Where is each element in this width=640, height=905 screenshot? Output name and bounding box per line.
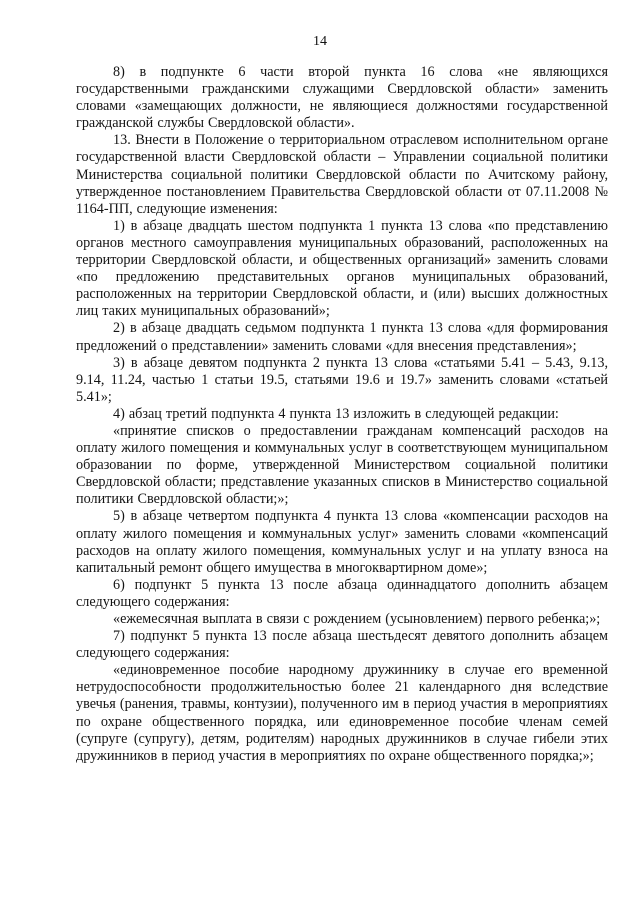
paragraph-item-4: 4) абзац третий подпункта 4 пункта 13 изложить в следующей редакции: [113, 405, 559, 422]
paragraph-item-8: 8) в подпункте 6 части второй пункта 16 слова «не являющихся государственными гражданскими служащими Свердловской области» заменить словами «замещающих должности, не являющиеся должностями государственной гражданской службы Свердловской области». [76, 64, 608, 132]
paragraph-item-6: 6) подпункт 5 пункта 13 после абзаца одиннадцатого дополнить абзацем следующего содержания: [76, 576, 608, 610]
page-number: 14 [313, 34, 327, 49]
paragraph-item-2: 2) в абзаце двадцать седьмом подпункта 1 пункта 13 слова «для формирования предложений о представлении» заменить словами «для внесения представления»; [76, 320, 608, 354]
paragraph-item-1: 1) в абзаце двадцать шестом подпункта 1 пункта 13 слова «по представлению органов местного самоуправления муниципальных образований, расположенных на территории Свердловской области, и общественных организаций» заменить словами «по предложению представительных органов муниципальных образований, расположенных на территории Свердловской области, и (или) высших должностных лиц таких муниципальных образований»; [76, 217, 608, 320]
paragraph-section-13: 13. Внести в Положение о территориальном отраслевом исполнительном органе государственной власти Свердловской области – Управлении социальной политики Министерства социальной политики Свердловской области по Ачитскому району, утвержденное постановлением Правительства Свердловской области от 07.11.2008 № 1164-ПП, следующие изменения: [76, 132, 608, 217]
paragraph-item-7: 7) подпункт 5 пункта 13 после абзаца шестьдесят девятого дополнить абзацем следующего содержания: [76, 628, 608, 662]
paragraph-item-4-quote: «принятие списков о предоставлении гражданам компенсаций расходов на оплату жилого помещения и коммунальных услуг в соответствующем муниципальном образовании по форме, утвержденной Министерством социальной политики Свердловской области; представление указанных списков в Министерство социальной политики Свердловской области;»; [76, 422, 608, 508]
paragraph-item-3: 3) в абзаце девятом подпункта 2 пункта 13 слова «статьями 5.41 – 5.43, 9.13, 9.14, 11.24, частью 1 статьи 19.5, статьями 19.6 и 19.7» заменить словами «статьей 5.41»; [76, 354, 608, 405]
paragraph-item-6-quote: «ежемесячная выплата в связи с рождением (усыновлением) первого ребенка;»; [113, 611, 601, 627]
paragraph-item-7-quote: «единовременное пособие народному дружиннику в случае его временной нетрудоспособности продолжительностью более 21 календарного дня вследствие увечья (ранения, травмы, контузии), полученного им в период участия в мероприятиях по охране общественного порядка, или единовременное пособие членам семей (супруге (супругу), детям, родителям) народных дружинников в случае гибели этих дружинников в период участия в мероприятиях по охране общественного порядка;»; [76, 662, 608, 764]
document-body [76, 64, 608, 765]
paragraph-item-5: 5) в абзаце четвертом подпункта 4 пункта 13 слова «компенсации расходов на оплату жилого помещения и коммунальных услуг» заменить словами «компенсаций расходов на оплату жилого помещения, коммунальных услуг и на уплату взноса на капитальный ремонт общего имущества в многоквартирном доме»; [76, 508, 608, 576]
